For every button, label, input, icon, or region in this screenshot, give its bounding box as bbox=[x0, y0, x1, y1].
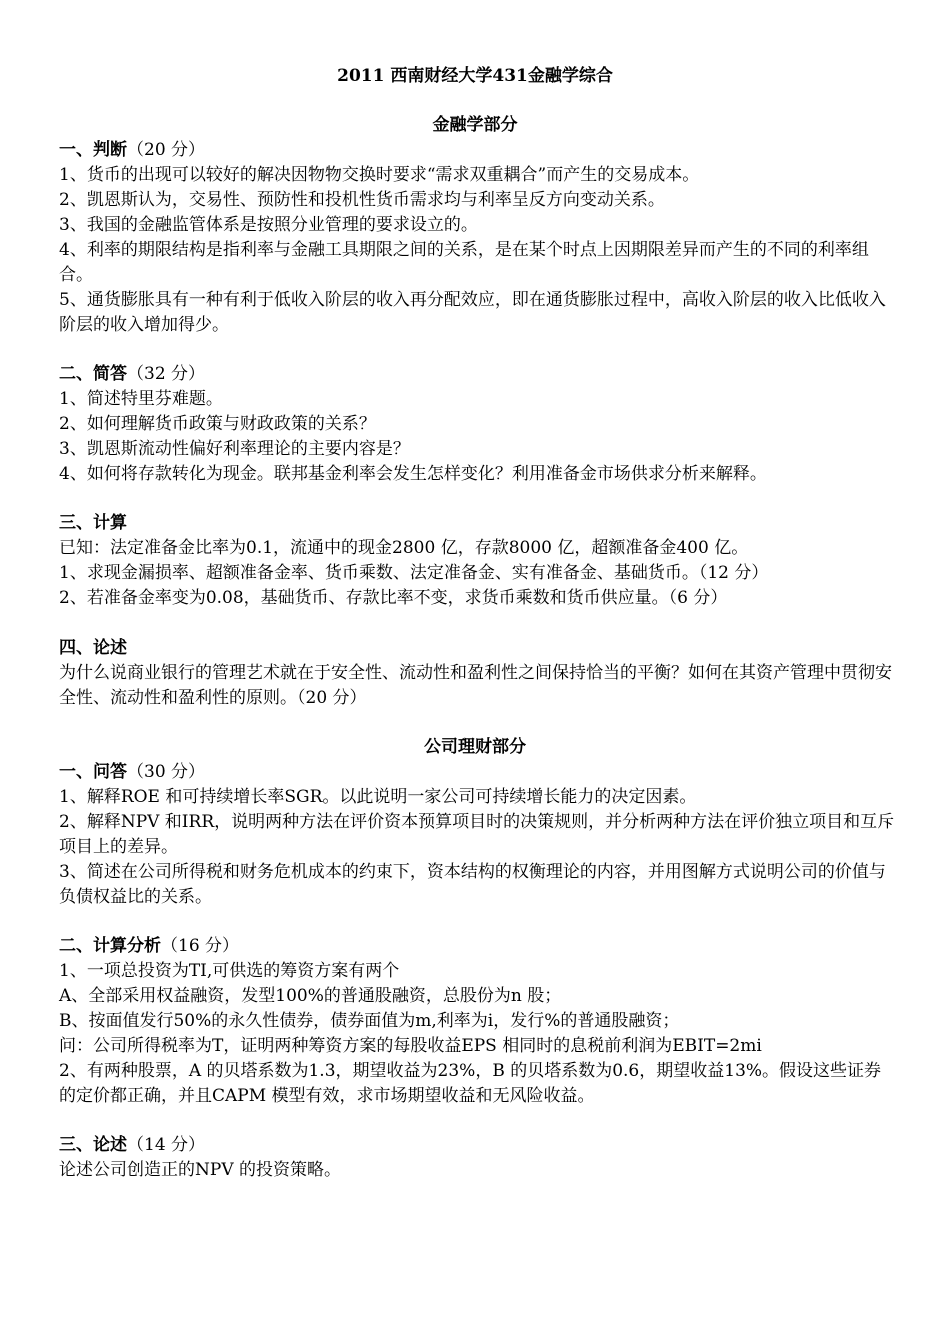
question-item: 2、有两种股票，A 的贝塔系数为1.3，期望收益为23%，B 的贝塔系数为0.6，期望收益13%。假设这些证券的定价都正确，并且CAPM 模型有效，求市场期望收益和无风险收益。 bbox=[59, 1061, 882, 1106]
question-item: 1、求现金漏损率、超额准备金率、货币乘数、法定准备金、实有准备金、基础货币。（12 分） bbox=[59, 563, 769, 583]
question-item: 4、利率的期限结构是指利率与金融工具期限之间的关系，是在某个时点上因期限差异而产生的不同的利率组合。 bbox=[59, 240, 869, 285]
section-heading bbox=[59, 138, 897, 163]
corporate-section-calculation bbox=[59, 934, 897, 1109]
question-item: 3、简述在公司所得税和财务危机成本的约束下，资本结构的权衡理论的内容，并用图解方式说明公司的价值与负债权益比的关系。 bbox=[59, 862, 886, 907]
section-heading-label: 一、判断 bbox=[59, 140, 127, 160]
finance-section-short-answer bbox=[59, 362, 897, 487]
section-heading-label: 二、计算分析 bbox=[59, 936, 161, 956]
finance-part-title: 金融学部分 bbox=[432, 115, 518, 135]
section-heading-points: （20 分） bbox=[127, 140, 206, 160]
question-item: 问：公司所得税率为T，证明两种筹资方案的每股收益EPS 相同时的息税前利润为EBIT=2mi bbox=[59, 1036, 762, 1056]
question-item: 3、我国的金融监管体系是按照分业管理的要求设立的。 bbox=[59, 215, 478, 235]
section-heading-label: 四、论述 bbox=[59, 638, 127, 658]
essay-question: 论述公司创造正的NPV 的投资策略。 bbox=[59, 1160, 341, 1180]
essay-question: 为什么说商业银行的管理艺术就在于安全性、流动性和盈利性之间保持恰当的平衡？如何在其资产管理中贯彻安全性、流动性和盈利性的原则。（20 分） bbox=[59, 663, 892, 708]
question-item: 1、货币的出现可以较好的解决因物物交换时要求“需求双重耦合”而产生的交易成本。 bbox=[59, 165, 700, 185]
section-heading-label: 三、计算 bbox=[59, 513, 127, 533]
question-item: A、全部采用权益融资，发型100%的普通股融资，总股份为n 股； bbox=[59, 986, 562, 1006]
given-conditions: 已知：法定准备金比率为0.1，流通中的现金2800 亿，存款8000 亿，超额准备金400 亿。 bbox=[59, 538, 749, 558]
question-item: 2、凯恩斯认为，交易性、预防性和投机性货币需求均与利率呈反方向变动关系。 bbox=[59, 190, 665, 210]
section-heading-points: （32 分） bbox=[127, 364, 206, 384]
section-heading bbox=[59, 934, 897, 959]
finance-section-essay bbox=[59, 636, 897, 711]
section-heading-label: 二、简答 bbox=[59, 364, 127, 384]
question-item: 2、如何理解货币政策与财政政策的关系？ bbox=[59, 414, 376, 434]
question-item: B、按面值发行50%的永久性债券，债券面值为m,利率为i，发行%的普通股融资； bbox=[59, 1011, 680, 1031]
section-heading bbox=[59, 636, 897, 661]
section-heading bbox=[59, 760, 897, 785]
corporate-section-essay bbox=[59, 1133, 897, 1183]
section-heading-points: （16 分） bbox=[161, 936, 240, 956]
question-item: 2、若准备金率变为0.08，基础货币、存款比率不变，求货币乘数和货币供应量。（6 分） bbox=[59, 588, 728, 608]
corporate-part-title: 公司理财部分 bbox=[424, 737, 526, 757]
document-title: 2011 西南财经大学431金融学综合 bbox=[337, 66, 613, 86]
section-heading-label: 三、论述 bbox=[59, 1135, 127, 1155]
section-heading-points: （14 分） bbox=[127, 1135, 206, 1155]
section-heading-label: 一、问答 bbox=[59, 762, 127, 782]
question-item: 1、简述特里芬难题。 bbox=[59, 389, 223, 409]
question-item: 2、解释NPV 和IRR，说明两种方法在评价资本预算项目时的决策规则，并分析两种方法在评价独立项目和互斥项目上的差异。 bbox=[59, 812, 895, 857]
question-item: 5、通货膨胀具有一种有利于低收入阶层的收入再分配效应，即在通货膨胀过程中，高收入阶层的收入比低收入阶层的收入增加得少。 bbox=[59, 290, 886, 335]
section-heading bbox=[59, 362, 897, 387]
question-item: 1、一项总投资为TI,可供选的筹资方案有两个 bbox=[59, 961, 400, 981]
section-heading bbox=[59, 511, 897, 536]
question-item: 4、如何将存款转化为现金。联邦基金利率会发生怎样变化？利用准备金市场供求分析来解释。 bbox=[59, 464, 767, 484]
question-item: 1、解释ROE 和可持续增长率SGR。以此说明一家公司可持续增长能力的决定因素。 bbox=[59, 787, 697, 807]
section-heading bbox=[59, 1133, 897, 1158]
finance-section-judgement bbox=[59, 138, 897, 338]
finance-section-calculation bbox=[59, 511, 897, 611]
section-heading-points: （30 分） bbox=[127, 762, 206, 782]
corporate-section-qa bbox=[59, 760, 897, 910]
question-item: 3、凯恩斯流动性偏好利率理论的主要内容是？ bbox=[59, 439, 410, 459]
